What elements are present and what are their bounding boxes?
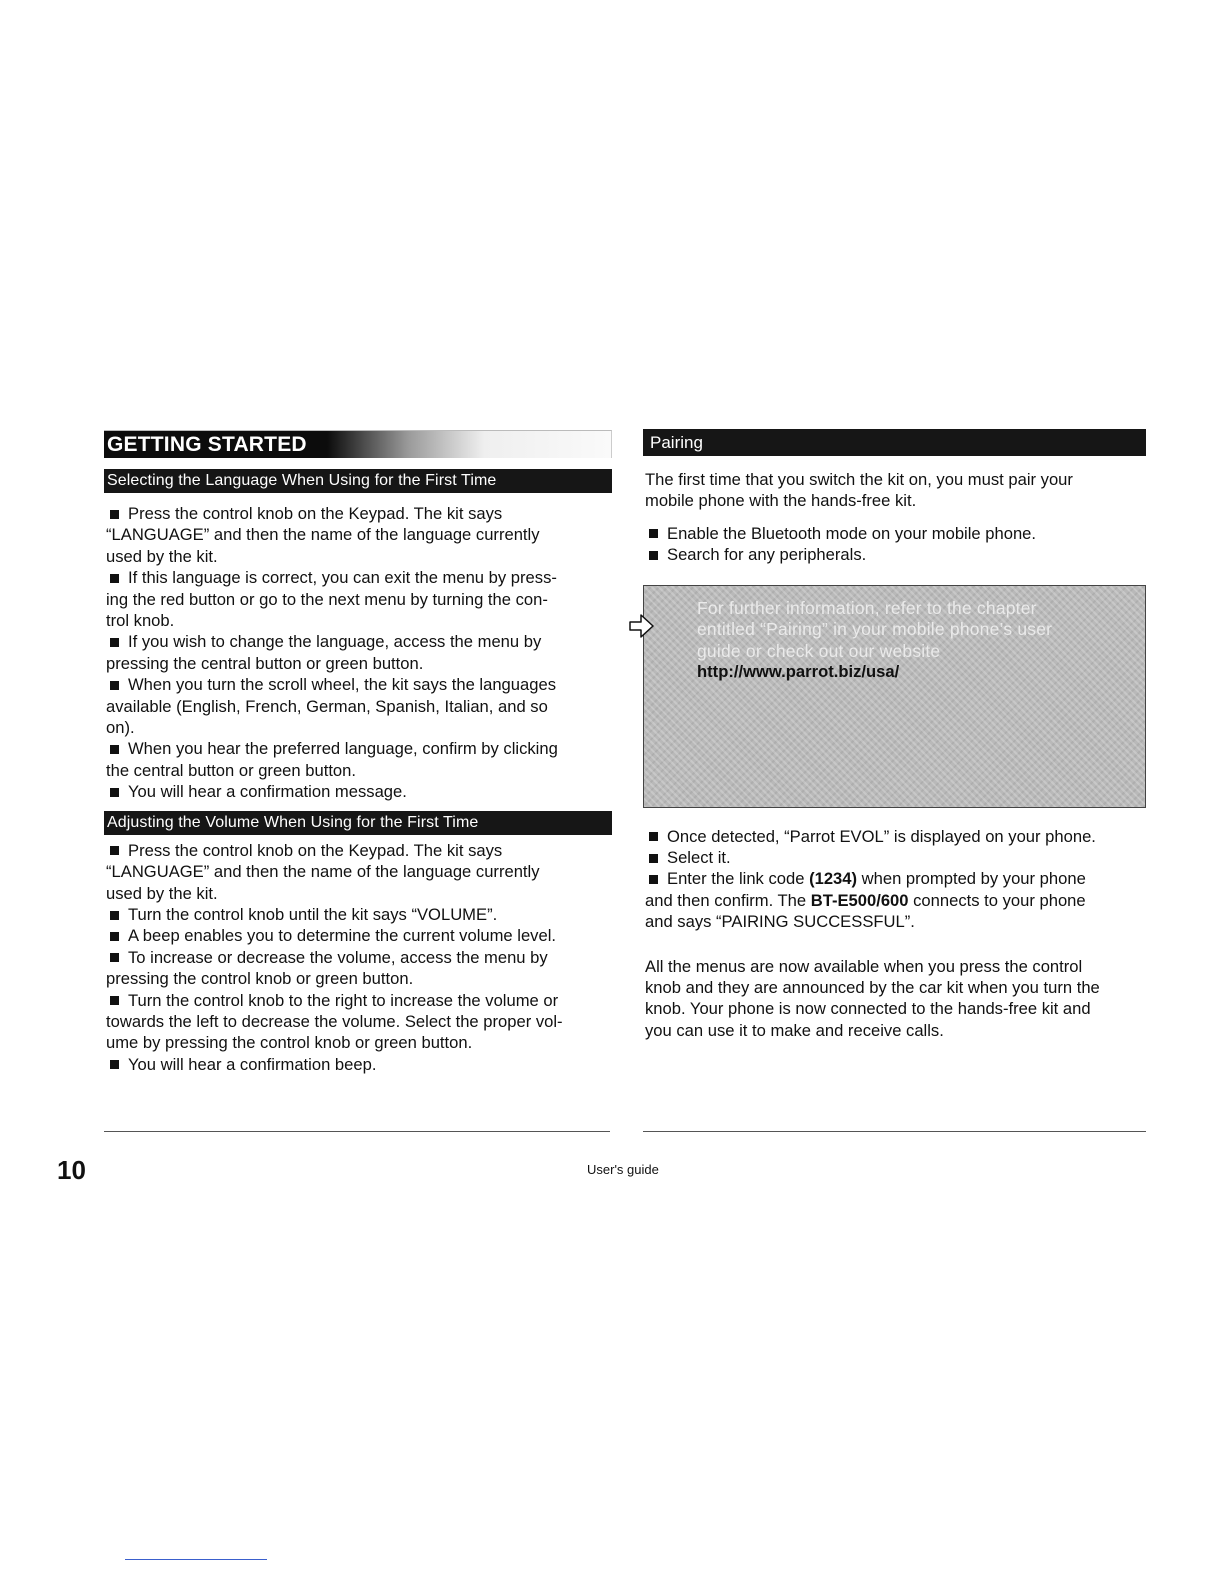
bullet-square-icon	[110, 996, 119, 1005]
list-item: If you wish to change the language, access the menu by pressing the central button or green button.	[106, 632, 542, 673]
note-text: For further information, refer to the chapter entitled “Pairing” in your mobile phone’s user guide or check out our website	[697, 597, 1053, 661]
list-item: Search for any peripherals.	[645, 544, 1146, 565]
list-item: Press the control knob on the Keypad. The kit says “LANGUAGE” and then the name of the language currently used by the kit.	[106, 504, 540, 566]
bottom-divider	[125, 1559, 267, 1560]
list-item: To increase or decrease the volume, access the menu by pressing the control knob or green button.	[106, 947, 548, 989]
list-item: Turn the control knob until the kit says “VOLUME”.	[106, 904, 610, 925]
list-item: Enable the Bluetooth mode on your mobile phone.	[645, 523, 1146, 544]
footer-rule-left	[104, 1131, 610, 1132]
bullet-square-icon	[110, 1060, 119, 1069]
list-item: Select it.	[645, 847, 1146, 868]
pairing-header: Pairing	[643, 429, 1146, 456]
volume-bullet-list	[104, 840, 612, 1075]
list-item: Press the control knob on the Keypad. The kit says “LANGUAGE” and then the name of the language currently used by the kit.	[106, 840, 540, 903]
list-item: When you turn the scroll wheel, the kit says the languages available (English, French, German, Spanish, Italian, and so on).	[106, 675, 556, 738]
bullet-square-icon	[110, 953, 119, 962]
bullet-square-icon	[110, 788, 119, 797]
bullet-square-icon	[110, 846, 119, 855]
after-pairing-bullet-list	[643, 826, 1146, 933]
bullet-square-icon	[649, 854, 658, 863]
bullet-square-icon	[110, 911, 119, 920]
bullet-square-icon	[110, 510, 119, 519]
volume-section-title: Adjusting the Volume When Using for the First Time	[104, 811, 612, 835]
model-name: BT-E500/600	[810, 890, 909, 910]
pairing-bullet-list	[643, 523, 1146, 566]
arrow-right-icon	[628, 611, 656, 641]
bullet-square-icon	[649, 875, 658, 884]
bullet-square-icon	[110, 932, 119, 941]
bullet-square-icon	[649, 551, 658, 560]
list-item: You will hear a confirmation beep.	[106, 1054, 610, 1075]
link-code: (1234)	[809, 869, 858, 889]
language-section-title: Selecting the Language When Using for the First Time	[104, 469, 612, 493]
language-bullet-list	[104, 503, 612, 803]
bullet-square-icon	[110, 681, 119, 690]
list-item: Enter the link code (1234) when prompted by your phone and then confirm. The BT-E500/600 connects to your phone and says “PAIRING SUCCESSFUL”.	[645, 869, 1086, 932]
bullet-square-icon	[649, 529, 658, 538]
list-item: Turn the control knob to the right to increase the volume or towards the left to decrease the volume. Select the proper vol- ume by pressing the control knob or green button.	[106, 990, 563, 1053]
list-item: You will hear a confirmation message.	[106, 781, 610, 802]
footer-rule-right	[643, 1131, 1146, 1132]
list-item: A beep enables you to determine the current volume level.	[106, 925, 610, 946]
right-column	[643, 430, 1146, 1041]
bullet-square-icon	[110, 638, 119, 647]
getting-started-header: GETTING STARTED	[104, 430, 612, 458]
list-item: If this language is correct, you can exit the menu by press- ing the red button or go to the next menu by turning the con- trol knob.	[106, 568, 557, 631]
bullet-square-icon	[649, 832, 658, 841]
website-link[interactable]: http://www.parrot.biz/usa/	[697, 661, 900, 681]
left-column	[104, 430, 612, 1075]
pairing-intro: The first time that you switch the kit on, you must pair your mobile phone with the hands-free kit.	[645, 470, 1073, 511]
bullet-square-icon	[110, 745, 119, 754]
list-item: When you hear the preferred language, confirm by clicking the central button or green button.	[106, 739, 558, 780]
footer-title: User's guide	[587, 1162, 659, 1177]
bullet-square-icon	[110, 574, 119, 583]
page-number: 10	[57, 1155, 86, 1185]
list-item: Once detected, “Parrot EVOL” is displayed on your phone.	[645, 826, 1146, 847]
info-note-box	[643, 585, 1146, 808]
closing-paragraph: All the menus are now available when you press the control knob and they are announced by the car kit when you turn the knob. Your phone is now connected to the hands-free kit and you can use it to make and receive calls.	[645, 956, 1100, 1040]
